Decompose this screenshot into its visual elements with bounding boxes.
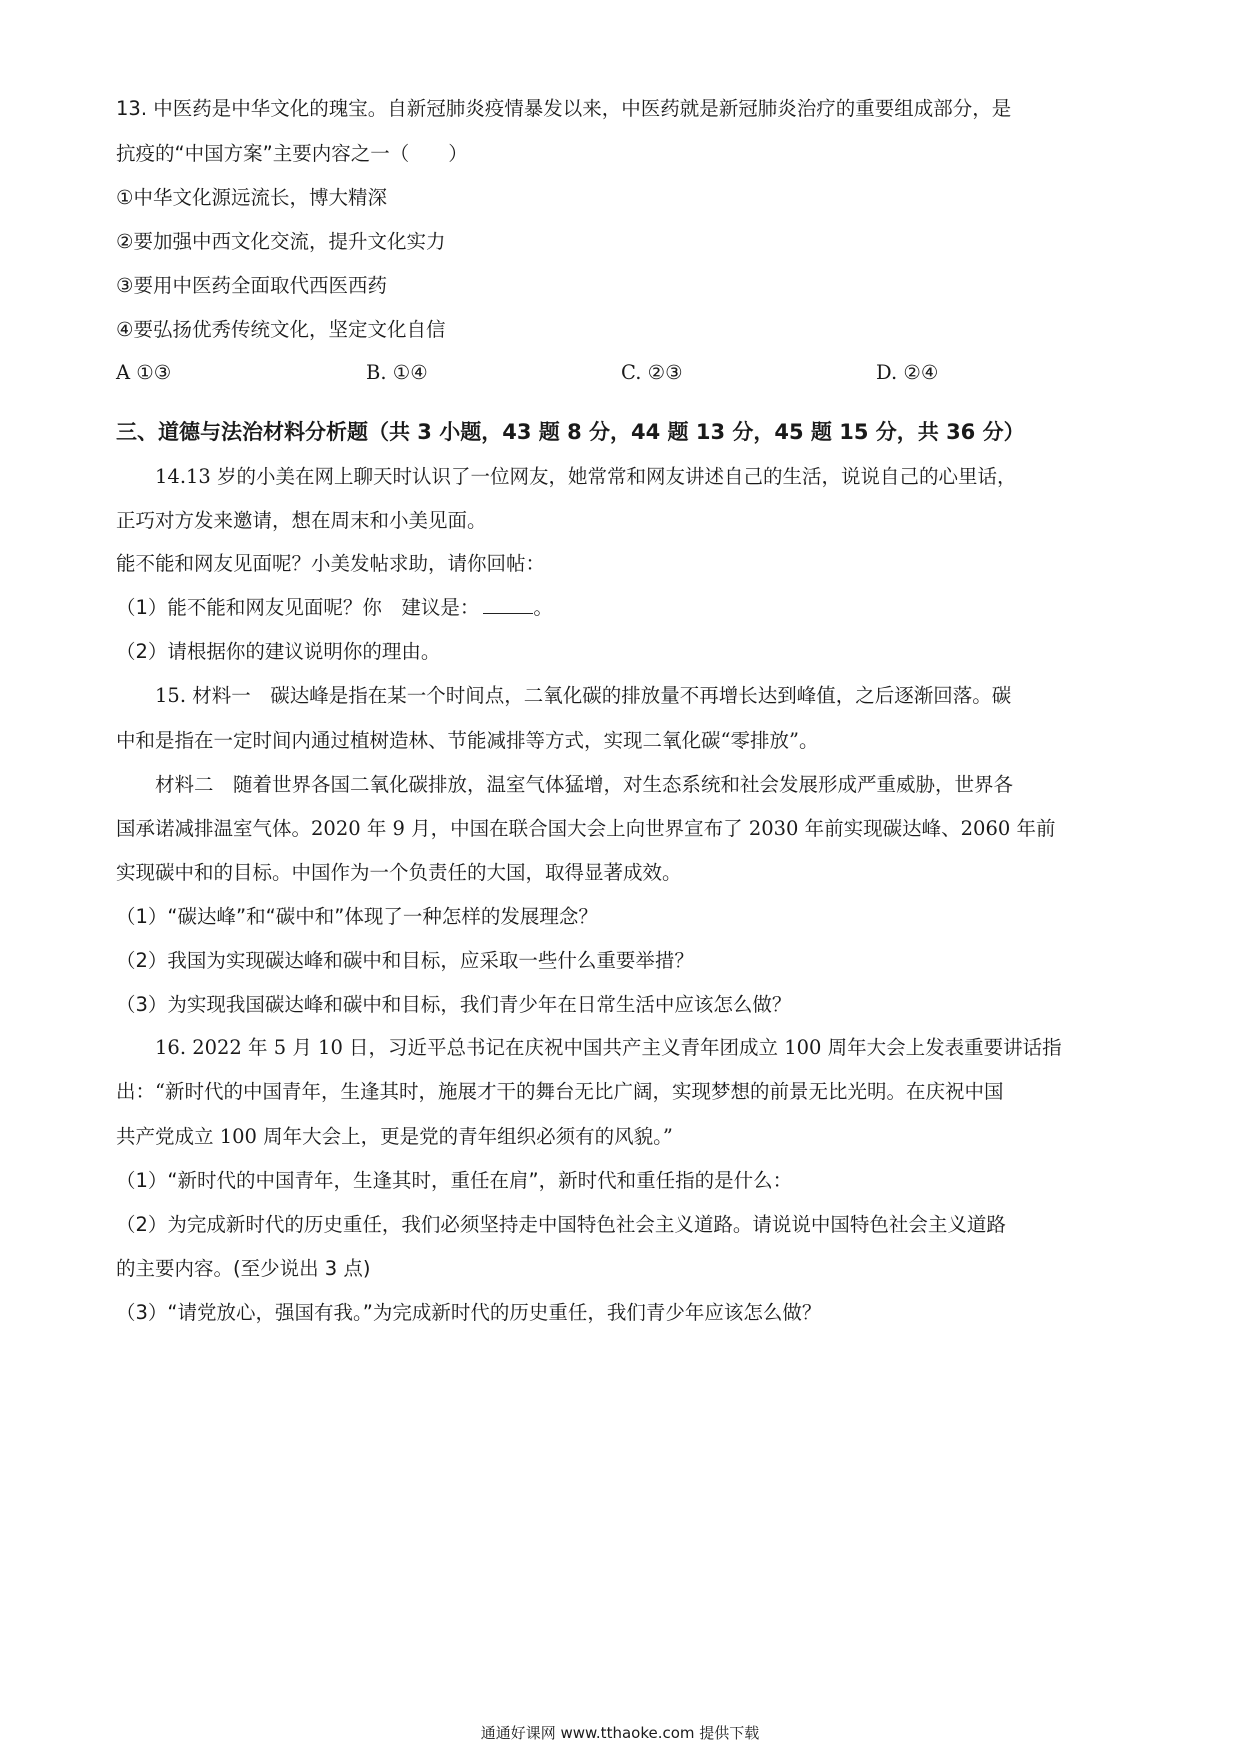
q14-line-3: 能不能和网友见面呢？小美发帖求助，请你回帖： <box>116 552 546 575</box>
footer-watermark: 通通好课网 www.tthaoke.com 提供下载 <box>480 1724 760 1742</box>
q13-statement-4: ④要弘扬优秀传统文化，坚定文化自信 <box>116 318 446 341</box>
q16-sub-2-line-1: （2）为完成新时代的历史重任，我们必须坚持走中国特色社会主义道路。请说说中国特色社会主义道路 <box>116 1213 1006 1236</box>
q16-sub-2-line-2: 的主要内容。(至少说出 3 点) <box>116 1257 371 1280</box>
q16-line-1: 16. 2022 年 5 月 10 日，习近平总书记在庆祝中国共产主义青年团成立 100 周年大会上发表重要讲话指 <box>155 1036 1062 1059</box>
q15-line-4: 国承诺减排温室气体。2020 年 9 月，中国在联合国大会上向世界宣布了 2030 年前实现碳达峰、2060 年前 <box>116 817 1056 840</box>
q16-line-3: 共产党成立 100 周年大会上，更是党的青年组织必须有的风貌。” <box>116 1125 673 1148</box>
section-3-heading: 三、道德与法治材料分析题（共 3 小题，43 题 8 分，44 题 13 分，45 题 15 分，共 36 分） <box>116 420 1025 444</box>
q13-line-2: 抗疫的“中国方案”主要内容之一（ ） <box>116 142 468 165</box>
q15-line-5: 实现碳中和的目标。中国作为一个负责任的大国，取得显著成效。 <box>116 861 682 884</box>
q13-statement-3: ③要用中医药全面取代西医西药 <box>116 274 387 297</box>
q15-line-2: 中和是指在一定时间内通过植树造林、节能减排等方式，实现二氧化碳“零排放”。 <box>116 729 819 752</box>
q14-line-1: 14.13 岁的小美在网上聊天时认识了一位网友，她常常和网友讲述自己的生活，说说自己的心里话， <box>155 465 1017 488</box>
q14-sub-1-end: 。 <box>533 596 553 619</box>
q13-statement-2: ②要加强中西文化交流，提升文化实力 <box>116 230 446 253</box>
q13-line-1: 13. 中医药是中华文化的瑰宝。自新冠肺炎疫情暴发以来，中医药就是新冠肺炎治疗的重要组成部分，是 <box>116 97 1012 120</box>
q15-sub-1: （1）“碳达峰”和“碳中和”体现了一种怎样的发展理念？ <box>116 905 598 928</box>
q13-option-d: D. ②④ <box>876 361 939 384</box>
q14-sub-1-text: （1）能不能和网友见面呢？你 建议是： <box>116 596 480 619</box>
q14-sub-2: （2）请根据你的建议说明你的理由。 <box>116 640 441 663</box>
q15-line-1: 15. 材料一 碳达峰是指在某一个时间点，二氧化碳的排放量不再增长达到峰值，之后逐渐回落。碳 <box>155 684 1012 707</box>
q13-option-a: A ①③ <box>116 361 172 384</box>
q15-sub-3: （3）为实现我国碳达峰和碳中和目标，我们青少年在日常生活中应该怎么做？ <box>116 993 792 1016</box>
q13-statement-1: ①中华文化源远流长，博大精深 <box>116 186 387 209</box>
q15-line-3: 材料二 随着世界各国二氧化碳排放，温室气体猛增，对生态系统和社会发展形成严重威胁，世界各 <box>155 773 1014 796</box>
q16-sub-3: （3）“请党放心，强国有我。”为完成新时代的历史重任，我们青少年应该怎么做？ <box>116 1301 822 1324</box>
q16-line-2: 出：“新时代的中国青年，生逢其时，施展才干的舞台无比广阔，实现梦想的前景无比光明。在庆祝中国 <box>116 1080 1004 1103</box>
q14-line-2: 正巧对方发来邀请，想在周末和小美见面。 <box>116 509 487 532</box>
q15-sub-2: （2）我国为实现碳达峰和碳中和目标，应采取一些什么重要举措？ <box>116 949 694 972</box>
answer-blank[interactable] <box>483 595 533 614</box>
q13-option-c: C. ②③ <box>621 361 683 384</box>
q16-sub-1: （1）“新时代的中国青年，生逢其时，重任在肩”，新时代和重任指的是什么： <box>116 1169 793 1192</box>
q13-option-b: B. ①④ <box>366 361 428 384</box>
q14-sub-1 <box>116 595 553 621</box>
